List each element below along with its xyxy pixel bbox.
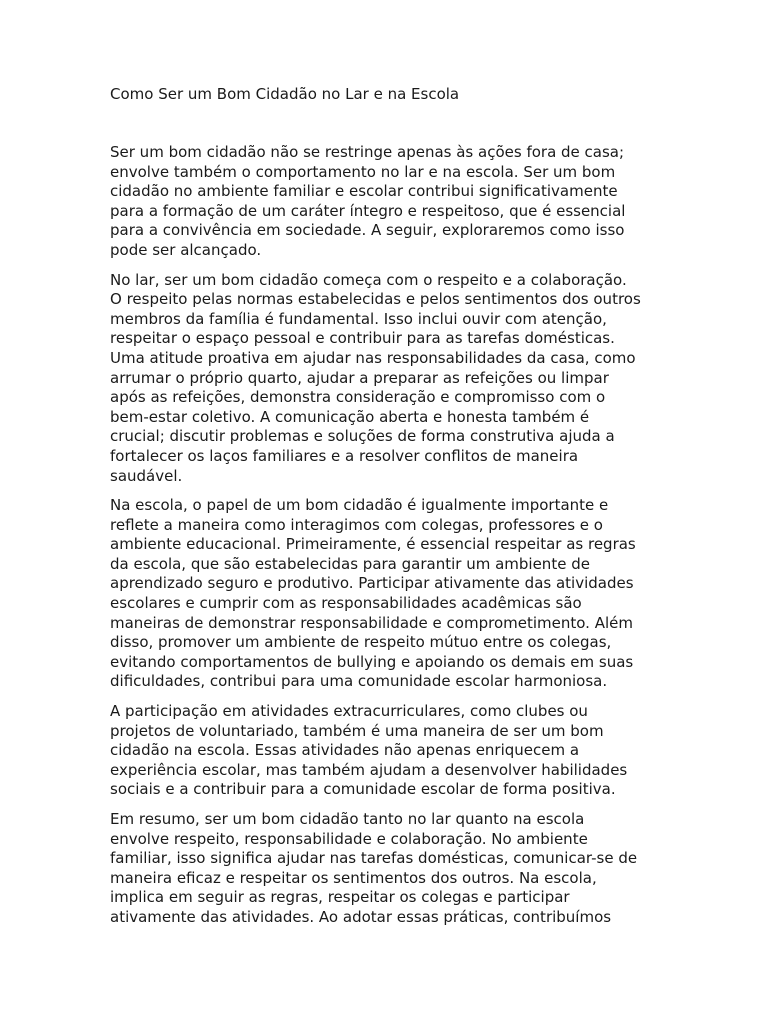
paragraph <box>110 271 665 487</box>
text-line: crucial; discutir problemas e soluções de forma construtiva ajuda a <box>110 427 615 446</box>
text-line: envolve também o comportamento no lar e na escola. Ser um bom <box>110 162 616 181</box>
text-line: maneiras de demonstrar responsabilidade e comprometimento. Além <box>110 613 633 632</box>
text-line: para a convivência em sociedade. A seguir, exploraremos como isso <box>110 221 625 240</box>
text-line: sociais e a contribuir para a comunidade escolar de forma positiva. <box>110 780 616 799</box>
text-line: Ser um bom cidadão não se restringe apenas às ações fora de casa; <box>110 143 625 161</box>
text-line: reflete a maneira como interagimos com colegas, professores e o <box>110 515 603 534</box>
text-line: envolve respeito, responsabilidade e colaboração. No ambiente <box>110 829 588 848</box>
text-line: familiar, isso significa ajudar nas tarefas domésticas, comunicar-se de <box>110 849 638 868</box>
text-line: para a formação de um caráter íntegro e respeitoso, que é essencial <box>110 201 626 220</box>
text-line: arrumar o próprio quarto, ajudar a preparar as refeições ou limpar <box>110 368 609 387</box>
paragraph <box>110 143 665 261</box>
paragraph <box>110 810 665 928</box>
text-line: da escola, que são estabelecidas para garantir um ambiente de <box>110 554 590 573</box>
text-line: aprendizado seguro e produtivo. Participar ativamente das atividades <box>110 574 634 593</box>
text-line: No lar, ser um bom cidadão começa com o respeito e a colaboração. <box>110 270 627 289</box>
paragraph <box>110 496 665 692</box>
text-line: após as refeições, demonstra consideração e compromisso com o <box>110 388 606 407</box>
text-line: A participação em atividades extracurriculares, como clubes ou <box>110 702 588 721</box>
document-body <box>110 143 665 938</box>
text-line: Uma atitude proativa em ajudar nas responsabilidades da casa, como <box>110 348 636 367</box>
text-line: cidadão na escola. Essas atividades não apenas enriquecem a <box>110 741 580 760</box>
text-line: experiência escolar, mas também ajudam a desenvolver habilidades <box>110 760 628 779</box>
document-title: Como Ser um Bom Cidadão no Lar e na Escola <box>110 85 460 103</box>
text-line: dificuldades, contribui para uma comunidade escolar harmoniosa. <box>110 672 608 691</box>
text-line: saudável. <box>110 466 183 485</box>
paragraph <box>110 702 665 800</box>
text-line: Na escola, o papel de um bom cidadão é igualmente importante e <box>110 496 609 515</box>
text-line: implica em seguir as regras, respeitar os colegas e participar <box>110 888 570 907</box>
text-line: evitando comportamentos de bullying e apoiando os demais em suas <box>110 652 634 671</box>
text-line: escolares e cumprir com as responsabilidades acadêmicas são <box>110 594 582 613</box>
text-line: O respeito pelas normas estabelecidas e pelos sentimentos dos outros <box>110 290 641 309</box>
text-line: projetos de voluntariado, também é uma maneira de ser um bom <box>110 721 604 740</box>
text-line: pode ser alcançado. <box>110 240 262 259</box>
text-line: Em resumo, ser um bom cidadão tanto no lar quanto na escola <box>110 810 585 828</box>
text-line: ambiente educacional. Primeiramente, é essencial respeitar as regras <box>110 535 636 554</box>
text-line: ativamente das atividades. Ao adotar essas práticas, contribuímos <box>110 907 612 926</box>
text-line: bem-estar coletivo. A comunicação aberta e honesta também é <box>110 407 590 426</box>
text-line: cidadão no ambiente familiar e escolar contribui significativamente <box>110 182 618 201</box>
text-line: respeitar o espaço pessoal e contribuir para as tarefas domésticas. <box>110 329 615 348</box>
text-line: membros da família é fundamental. Isso inclui ouvir com atenção, <box>110 309 607 328</box>
text-line: fortalecer os laços familiares e a resolver conflitos de maneira <box>110 446 579 465</box>
text-line: disso, promover um ambiente de respeito mútuo entre os colegas, <box>110 633 612 652</box>
text-line: maneira eficaz e respeitar os sentimentos dos outros. Na escola, <box>110 868 597 887</box>
